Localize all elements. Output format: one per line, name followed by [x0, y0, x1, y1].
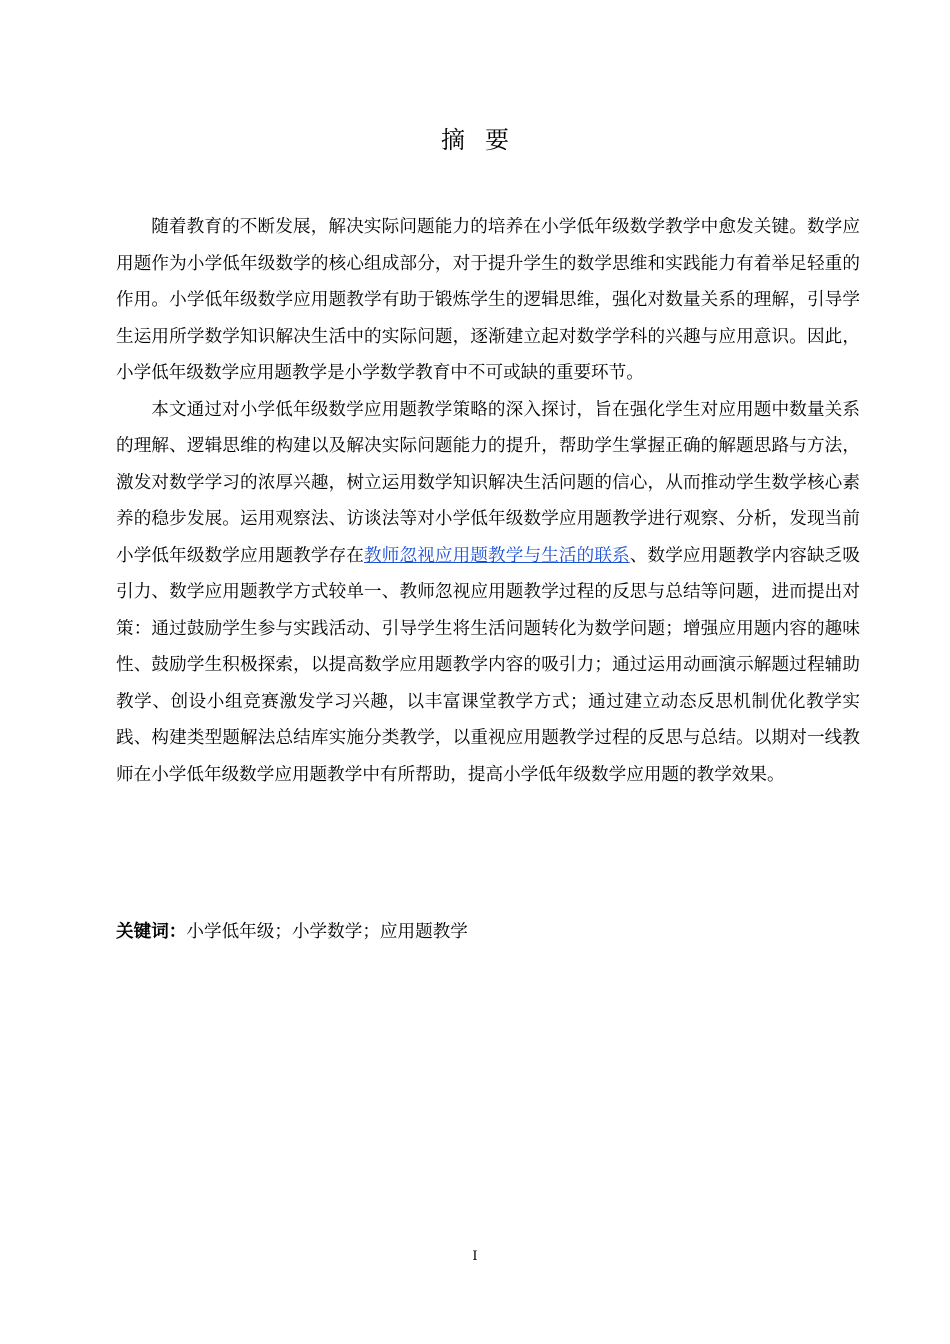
paragraph-2-text-after-link: 、数学应用题教学内容缺乏吸引力、数学应用题教学方式较单一、教师忽视应用题教学过程的反思与总结等问题，进而提出对策：通过鼓励学生参与实践活动、引导学生将生活问题转化为数学问题；增强应用题内容的趣味性、鼓励学生积极探索，以提高数学应用题教学内容的吸引力；通过运用动画演示解题过程辅助教学、创设小组竞赛激发学习兴趣，以丰富课堂教学方式；通过建立动态反思机制优化教学实践、构建类型题解法总结库实施分类教学，以重视应用题教学过程的反思与总结。以期对一线教师在小学低年级数学应用题教学中有所帮助，提高小学低年级数学应用题的教学效果。 [116, 545, 860, 785]
keywords-values: 小学低年级；小学数学；应用题教学 [186, 922, 468, 942]
page-title: 摘要 [441, 126, 529, 154]
keywords-line [116, 916, 860, 948]
abstract-paragraph-2 [116, 392, 860, 794]
abstract-body [116, 209, 860, 793]
keywords-label: 关键词： [116, 922, 187, 942]
hyperlink-teacher-neglect-life-connection[interactable]: 教师忽视应用题教学与生活的联系 [364, 545, 630, 566]
paragraph-2-text-before-link: 本文通过对小学低年级数学应用题教学策略的深入探讨，旨在强化学生对应用题中数量关系的理解、逻辑思维的构建以及解决实际问题能力的提升，帮助学生掌握正确的解题思路与方法，激发对数学学习的浓厚兴趣，树立运用数学知识解决生活问题的信心，从而推动学生数学核心素养的稳步发展。运用观察法、访谈法等对小学低年级数学应用题教学进行观察、分析，发现当前小学低年级数学应用题教学存在 [116, 399, 860, 566]
abstract-paragraph-1: 随着教育的不断发展，解决实际问题能力的培养在小学低年级数学教学中愈发关键。数学应用题作为小学低年级数学的核心组成部分，对于提升学生的数学思维和实践能力有着举足轻重的作用。小学低年级数学应用题教学有助于锻炼学生的逻辑思维，强化对数量关系的理解，引导学生运用所学数学知识解决生活中的实际问题，逐渐建立起对数学学科的兴趣与应用意识。因此，小学低年级数学应用题教学是小学数学教育中不可或缺的重要环节。 [116, 217, 860, 383]
page-number: I [472, 1249, 478, 1264]
